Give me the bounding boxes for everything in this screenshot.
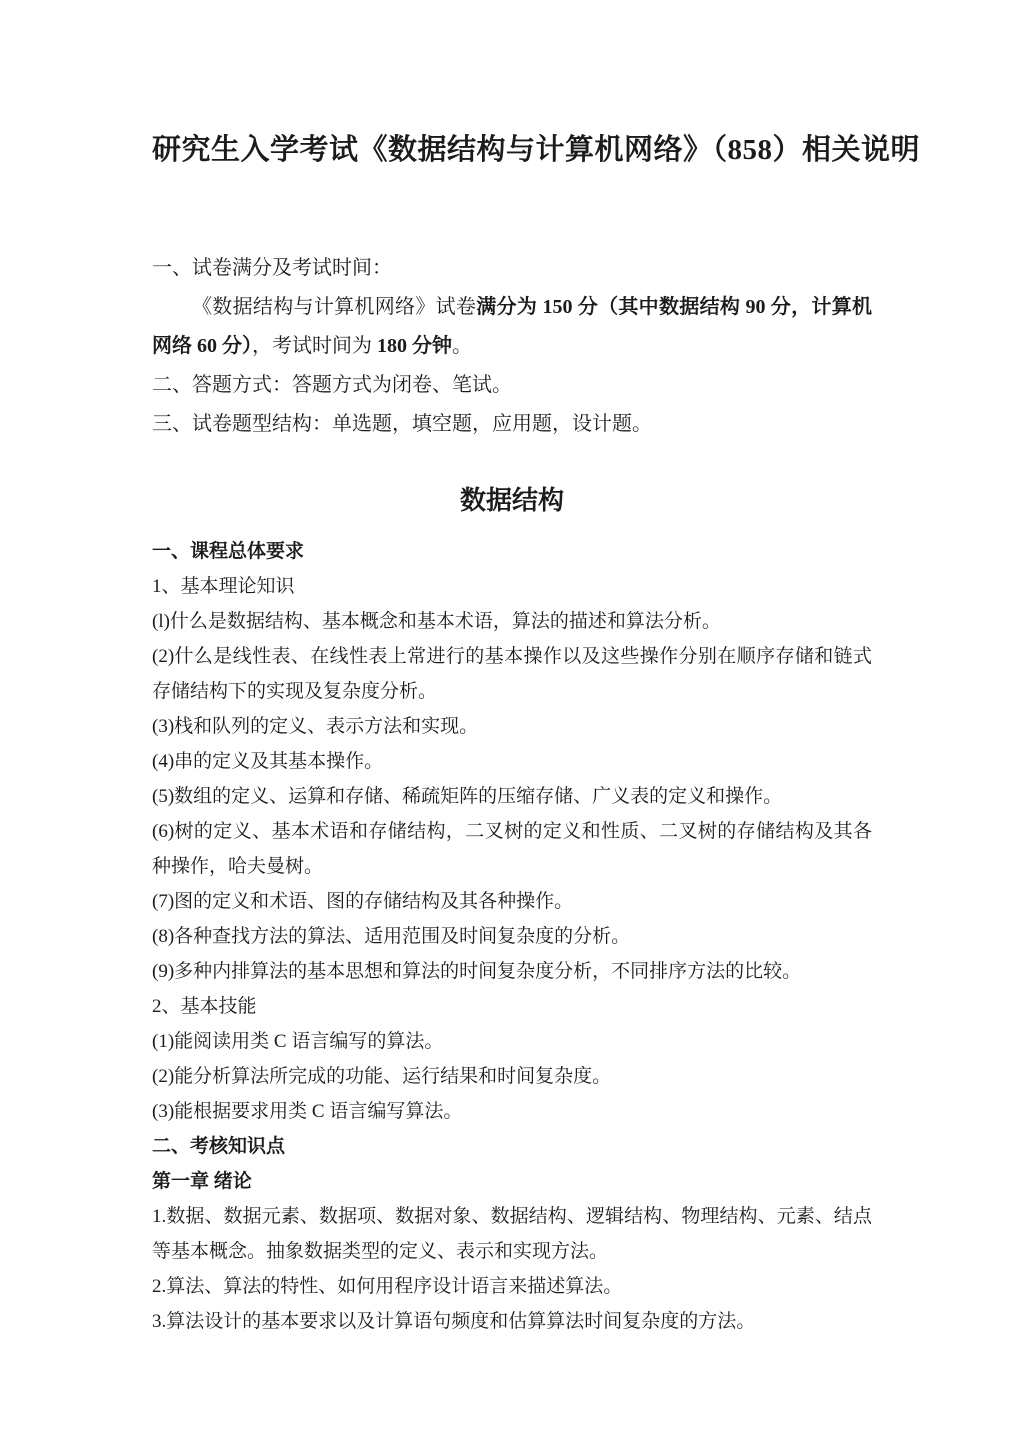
- basic-theory-heading: 1、基本理论知识: [152, 576, 295, 597]
- chapter1-item: 2.算法、算法的特性、如何用程序设计语言来描述算法。: [152, 1276, 623, 1297]
- data-structures-heading: 数据结构: [459, 486, 564, 515]
- text-run-bold-duration: 180 分钟: [377, 335, 452, 357]
- theory-item: (3)栈和队列的定义、表示方法和实现。: [152, 716, 479, 737]
- knowledge-points-heading: 二、考核知识点: [152, 1136, 286, 1157]
- chapter1-item: 3.算法设计的基本要求以及计算语句频度和估算算法时间复杂度的方法。: [152, 1311, 756, 1332]
- answer-mode-line: 二、答题方式：答题方式为闭卷、笔试。: [152, 374, 512, 396]
- exam-score-time-heading: 一、试卷满分及考试时间：: [152, 257, 392, 279]
- text-run: 《数据结构与计算机网络》试卷: [192, 296, 477, 318]
- theory-item: (7)图的定义和术语、图的存储结构及其各种操作。: [152, 891, 574, 912]
- exam-score-detail-paragraph: [152, 288, 872, 366]
- skill-item: (2)能分析算法所完成的功能、运行结果和时间复杂度。: [152, 1066, 612, 1087]
- course-requirements-heading: 一、课程总体要求: [152, 541, 305, 562]
- theory-item: (5)数组的定义、运算和存储、稀疏矩阵的压缩存储、广义表的定义和操作。: [152, 786, 783, 807]
- chapter1-heading: 第一章 绪论: [152, 1171, 252, 1192]
- question-types-line: 三、试卷题型结构：单选题，填空题，应用题，设计题。: [152, 413, 652, 435]
- theory-item: (6)树的定义、基本术语和存储结构，二叉树的定义和性质、二叉树的存储结构及其各种操作，哈夫曼树。: [152, 821, 872, 877]
- theory-item: (8)各种查找方法的算法、适用范围及时间复杂度的分析。: [152, 926, 631, 947]
- text-run: 。: [452, 335, 472, 357]
- exam-overview-section: [152, 249, 872, 444]
- theory-item: (9)多种内排算法的基本思想和算法的时间复杂度分析，不同排序方法的比较。: [152, 961, 802, 982]
- skill-item: (1)能阅读用类 C 语言编写的算法。: [152, 1031, 444, 1052]
- text-run-bold-scores: 满分为 150 分（其中数据结构 90 分，计算机网络 60 分）: [152, 296, 873, 357]
- chapter1-item: 1.数据、数据元素、数据项、数据对象、数据结构、逻辑结构、物理结构、元素、结点等基本概念。抽象数据类型的定义、表示和实现方法。: [152, 1206, 872, 1262]
- data-structures-section: [152, 534, 872, 1339]
- theory-item: (l)什么是数据结构、基本概念和基本术语，算法的描述和算法分析。: [152, 611, 721, 632]
- theory-item: (4)串的定义及其基本操作。: [152, 751, 384, 772]
- basic-skills-heading: 2、基本技能: [152, 996, 257, 1017]
- text-run: ，考试时间为: [252, 335, 377, 357]
- theory-item: (2)什么是线性表、在线性表上常进行的基本操作以及这些操作分别在顺序存储和链式存储结构下的实现及复杂度分析。: [152, 646, 872, 702]
- skill-item: (3)能根据要求用类 C 语言编写算法。: [152, 1101, 463, 1122]
- document-title: 研究生入学考试《数据结构与计算机网络》（858）相关说明: [152, 134, 921, 166]
